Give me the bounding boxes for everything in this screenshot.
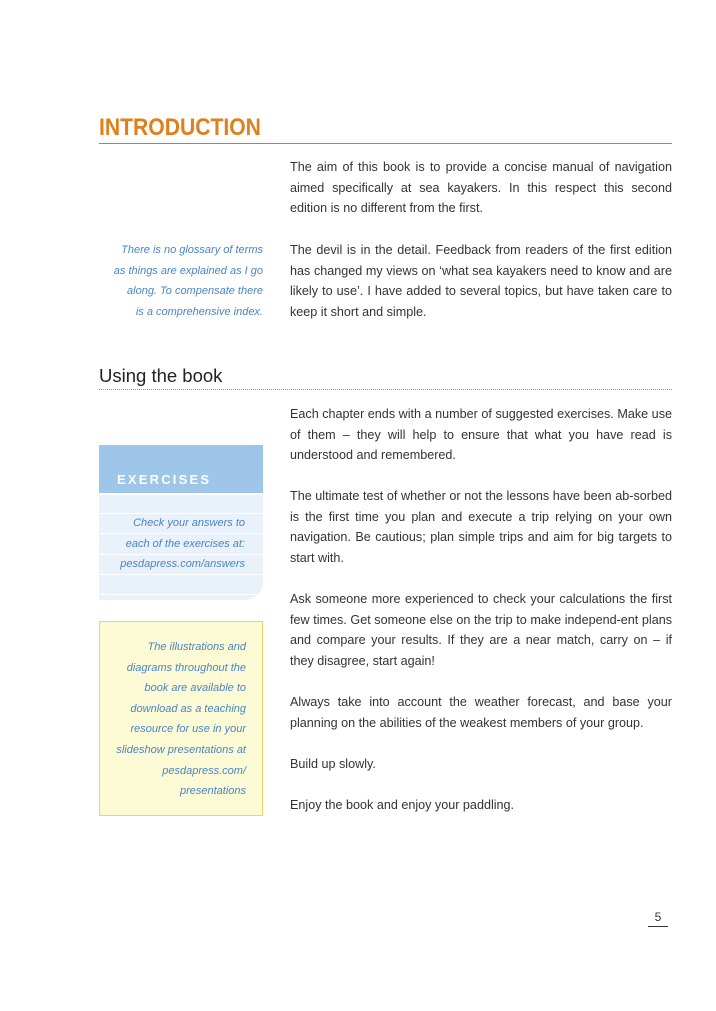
illustrations-line: download as a teaching — [130, 702, 246, 715]
exercises-header — [99, 445, 263, 493]
illustrations-note-box — [99, 621, 263, 816]
glossary-side-note — [99, 240, 263, 322]
illustrations-line: resource for use in your — [130, 723, 246, 736]
exercises-line: Check your answers to — [133, 517, 245, 529]
side-note-line: is a comprehensive index. — [135, 305, 263, 318]
exercises-panel — [99, 445, 263, 605]
illustrations-line: slideshow presentations at — [116, 743, 246, 756]
section-paragraph-6: Enjoy the book and enjoy your paddling. — [290, 798, 515, 812]
illustrations-line: The illustrations and — [147, 641, 246, 653]
side-note-line: along. To compensate there — [127, 285, 263, 298]
section-divider — [99, 389, 672, 390]
illustrations-link: presentations — [179, 785, 246, 798]
illustrations-line: book are available to — [144, 682, 246, 695]
intro-paragraph-1: The aim of this book is to provide a concise manual of navigation aimed specifically at sea kayakers. In this respect this second edition is no different from the first. — [290, 160, 672, 216]
exercises-text — [99, 513, 245, 575]
section-paragraph-5: Build up slowly. — [290, 757, 376, 771]
section-paragraph-2: The ultimate test of whether or not the lessons have been ab-sorbed is the first time you plan and execute a trip relying on your own navigation. Be cautious; plan simple trips and aim for big targets to start with. — [290, 489, 672, 565]
side-note-line: as things are explained as I go — [113, 264, 263, 277]
intro-paragraph-2: The devil is in the detail. Feedback from readers of the first edition has changed my views on ‘what sea kayakers need to know and are likely to use’. I have added to several topics, but have taken care to keep it short and simple. — [290, 243, 672, 319]
side-note-line: There is no glossary of terms — [121, 244, 263, 256]
exercises-link: pesdapress.com/answers — [120, 558, 245, 571]
title-divider — [99, 143, 672, 144]
page-number: 5 — [654, 910, 662, 924]
exercises-row-line — [99, 594, 263, 595]
exercises-title: EXERCISES — [117, 472, 212, 487]
section-paragraph-1: Each chapter ends with a number of suggested exercises. Make use of them – they will help to ensure that what you have read is understood and remembered. — [290, 407, 672, 463]
page-title: INTRODUCTION — [99, 114, 261, 141]
section-title: Using the book — [99, 365, 223, 386]
illustrations-note-text — [100, 637, 246, 802]
illustrations-line: diagrams throughout the — [126, 661, 246, 674]
illustrations-link: pesdapress.com/ — [162, 764, 246, 777]
section-paragraph-4: Always take into account the weather forecast, and base your planning on the abilities of the weakest members of your group. — [290, 695, 672, 730]
page-number-underline — [648, 926, 668, 927]
exercises-line: each of the exercises at: — [125, 537, 245, 550]
section-paragraph-3: Ask someone more experienced to check your calculations the first few times. Get someone else on the trip to make independ-ent plans and compare your results. If they are a near match, carry on – if they disagree, start again! — [290, 592, 672, 668]
